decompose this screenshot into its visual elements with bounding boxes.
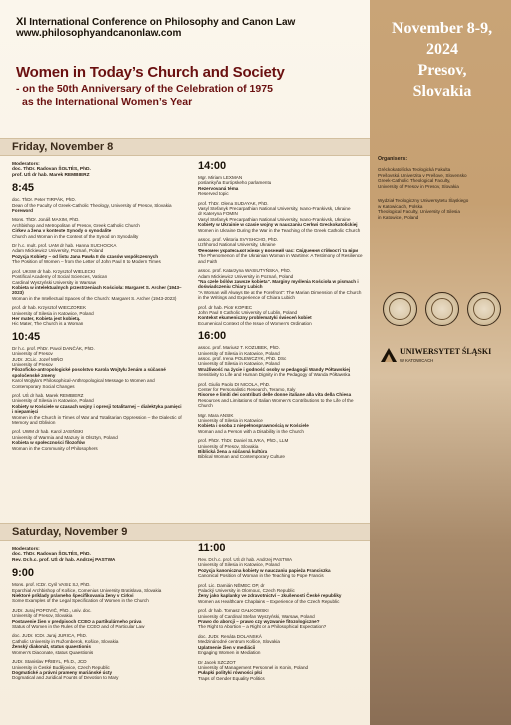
affiliation: University of Silesia in Katowice, Poland (12, 398, 94, 404)
affiliation: University of Silesia in Katowice (198, 418, 263, 424)
speaker: prof. dr hab. Tomasz GAŁKOWSKI (198, 608, 269, 614)
affiliation: Cardinal Wyszyński University in Warsaw (12, 279, 97, 285)
affiliation: Archbishop and Metropolitan of Presov, Greek Catholic Church (12, 222, 140, 228)
talk-title-en: Women as Healthcare Chaplains – Experience of the Czech Republic (198, 598, 340, 604)
affiliation: Vasyl Stefanyk Precarpathian National University, Ivano-Frankivsk, Ukraine (198, 206, 351, 212)
speaker: prof. PhDr. ThDr. Daniel SLIVKA, PhD., LLM (198, 438, 289, 444)
friday-right-column (198, 160, 366, 460)
talk-title: Rezervovaná téma (198, 185, 239, 191)
talk-title-en: Biblical Woman and Contemporary Culture (198, 454, 285, 460)
talk-title: Kobiety w Ukrainie w czasie wojny w nauczaniu Cerkwi Greckokatolickiej (198, 222, 358, 228)
affiliation: John Paul II Catholic University of Lublin, Poland (198, 309, 298, 315)
talk-title: "Na czele bólów zawsze kobieta". Marginy myślenia Kościoła w pismach i doświadczeniu Chiary Lubich (198, 278, 359, 290)
faculty-seal-logo (383, 292, 417, 326)
affiliation: poslankyňa Európskeho parlamentu (198, 180, 272, 186)
talk-title-en: Karol Wojtyła's Philosophical-Anthropological Message to Women and Contemporary Social Changes (12, 378, 155, 389)
organisers-label: Organisers: (378, 156, 408, 162)
talk-title-en: Women's Diaconate, status Quaestionis (12, 649, 94, 655)
talk-title: Biblická žena a súčasná kultúra (198, 449, 268, 455)
talk-title-en: Hic Mater, The Church is a Woman (12, 321, 84, 327)
affiliation: Adam Mickiewicz University in Poznań, Poland (198, 273, 294, 279)
talk-title: Postavenie žien v predpisoch CCEO a partikulárneho práva (12, 618, 142, 624)
talk-title: Cirkev a žena v kontexte Synody o synodalite (12, 228, 112, 234)
organiser-line: Greek-Catholic Theological Faculty, (378, 178, 451, 184)
talk-title-en: Woman in the Community of Philosophers (12, 445, 98, 451)
talk-title-en: The Right to Abortion – a Right or a Philosophical Expectation? (198, 624, 327, 630)
talk-title: Niektoré príklady právneho špecifikovania ženy v Cirkvi (12, 593, 134, 599)
main-headline: Women in Today’s Church and Society (16, 64, 285, 81)
speaker: assoc. prof. Irena POLEWCZYK, PhD. DSc (198, 355, 287, 361)
affiliation: Palacký University in Olomouc, Czech Republic (198, 588, 295, 594)
talk-title-en: Women in the Church in Times of War and Totalitarian Oppression – the Dialectic of Memory and Oblivion (12, 414, 182, 426)
affiliation: University of Presov (12, 361, 53, 367)
talk-title-en: Church and Woman in the Context of the Synod on Synodality (12, 233, 139, 239)
talk-title: Prawo do aborcji – prawo czy wyzwanie fitozologiczne? (198, 619, 320, 625)
moderator-1: doc. ThDr. Radovan ŠOLTÉS, PhD. (12, 552, 91, 558)
talk-title-en: Reserved topic (198, 191, 229, 197)
speaker: Rev. Dr.h.c. prof. UŚ dr hab. Andrzej PASTWA (198, 557, 293, 562)
talk-title: Pozycja Kobiety – od listu Jana Pawła II do czasów współczesnych (12, 253, 159, 259)
day-header-friday: Friday, November 8 (0, 138, 370, 156)
subline-2: as the International Women’s Year (22, 96, 193, 108)
speaker: Dr h.c. prof. PhDr. Pavol DANČÁK, PhD. (12, 345, 95, 351)
organiser-line: w Katowicach, Polska (378, 203, 423, 209)
talk-title-en: The Position of Women – from the Letter of John Paul II to Modern Times (12, 259, 161, 265)
affiliation: Medzinárodné centrum Košice, Slovakia (198, 639, 280, 645)
affiliation: Eparchial Archbishop of Košice, Comenius University Bratislava, Slovakia (12, 587, 162, 593)
talk-title: Феномен української жінки у воєнний час: Свідчення стійкості та віри (198, 247, 359, 253)
talk-title: Uplatnenie žien v mediácii (198, 644, 256, 650)
university-city: W KATOWICACH (400, 358, 434, 363)
organiser-1 (378, 167, 506, 189)
session-time: 9:00 (12, 567, 35, 580)
speaker: doc. ThDr. Peter TIRPÁK, PhD. (12, 197, 76, 203)
affiliation: University of Presov, Slovakia (198, 443, 259, 449)
speaker: assoc. prof. Viktoria SVYSHCHO, PhD. (198, 237, 279, 243)
moderators-label: Moderators: (12, 547, 40, 552)
affiliation: University in České Budějovice, Czech Republic (12, 664, 110, 670)
organiser-line: in Katowice, Poland (378, 214, 419, 220)
organiser-2 (378, 198, 506, 220)
talk-title: Her mater, Kobieta jest kobietą. (12, 315, 81, 321)
speaker: prof. dr hab. Piotr KOPIEC (198, 304, 253, 310)
talk-title: Pozycja kanoniczna kobiety w nauczaniu papieża Franciszka (198, 567, 331, 573)
university-seal-logo (425, 292, 459, 326)
affiliation: University of Silesia in Katowice, Poland (198, 361, 280, 367)
speaker: Mgr. Mara ANSIK (198, 412, 234, 418)
saturday-right-column (198, 542, 366, 681)
speaker: Mgr. Miriam LEXMAN (198, 175, 243, 180)
affiliation: Pontifical Academy of Social Sciences, Vatican (12, 274, 108, 280)
conference-number: XI (16, 16, 27, 28)
theology-seal-logo (467, 292, 501, 326)
talk-title-en: "A Woman will Always Be at the Forefront": The Marian Dimension of the Church in the Writings and Experience of Chiara Lubich (198, 289, 362, 301)
talk-title-en: Ecumenical Context of the Issue of Women's Ordination (198, 320, 312, 326)
talk-title: Risorse e limiti dei contributi delle donne italiane alla vita della Chiesa (198, 392, 352, 398)
talk-title: Dogmatické a právní prameny mariánské úcty (12, 669, 113, 675)
talk-title: Wrażliwość na życie i godność osoby w pedagogii Wandy Półtawskiej (198, 366, 351, 372)
talk-title: Ženy jako kaplanky ve zdravotnictví – zkušenosti České republiky (198, 593, 342, 599)
moderators-label: Moderators: (12, 162, 40, 167)
moderator-1: doc. ThDr. Radovan ŠOLTÉS, PhD. (12, 167, 91, 173)
talk-title: Pułapki polityki równości płci (198, 670, 263, 676)
affiliation: University of Cardinal Stefan Wyszyński, Warsaw, Poland (198, 613, 315, 619)
woman-photo (370, 380, 511, 725)
talk-title: Kobieta w społeczności filozofów (12, 440, 85, 446)
university-name: UNIWERSYTET ŚLĄSKI (400, 347, 492, 356)
session-time: 16:00 (198, 330, 227, 343)
speaker: assoc. prof. Mariusz T. KOZUBEK, PhD. (198, 345, 280, 351)
event-city: Presov, (417, 62, 467, 79)
affiliation: University of Management Personnel in Konin, Poland (198, 664, 309, 670)
event-date-location (378, 18, 506, 102)
website-link[interactable]: www.philosophyandcanonlaw.com (16, 28, 182, 39)
affiliation: University of Presov, Slovakia (12, 613, 73, 619)
saturday-left-column (12, 547, 182, 681)
talk-title: Foreword (12, 208, 33, 214)
organiser-line: University of Presov in Presov, Slovakia (378, 183, 459, 189)
affiliation: Uzhhorod National University, Ukraine (198, 242, 276, 248)
organiser-line: Theological Faculty, University of Silesia (378, 209, 460, 215)
talk-title: Ženský diakonát, status quaestionis (12, 644, 91, 650)
talk-title-en: Woman and a Person with a Disability in the Church (198, 428, 304, 434)
talk-title-en: Some Examples of the Legal Specification of Women in the Church (12, 598, 149, 604)
talk-title-en: Sensitivity to Life and Human Dignity in the Pedagogy of Wanda Półtawska (198, 372, 351, 378)
speaker: JUDr. Stanislav PŘIBYL, Ph.D., JCD (12, 659, 87, 665)
talk-title-en: Canonical Position of Woman in the Teaching to Pope Francis (198, 573, 324, 579)
affiliation: Center for Personalistic Research, Teramo, Italy (198, 387, 296, 392)
conference-title (16, 16, 295, 28)
talk-title-en: Dogmatical and Juridical Founts of Devotion to Mary (12, 675, 119, 681)
affiliation: University of Presov (12, 351, 53, 357)
event-date: November 8-9, (391, 20, 493, 37)
speaker: prof. ThDr. Olena SUDAYAK, PhD. (198, 200, 269, 206)
speaker: dr Kateryna FOMIN (198, 211, 238, 217)
session-time: 8:45 (12, 182, 35, 195)
moderator-2: prof. UŚ dr hab. Marek REMBIERZ (12, 172, 90, 178)
affiliation: Adam Mickiewicz University, Poznań, Poland (12, 248, 104, 254)
talk-title-en: Engaging Women in Mediation (198, 650, 261, 656)
talk-title: Kobieta i osoba z niepełnosprawnością w Kościele (198, 423, 309, 429)
event-country: Slovakia (412, 83, 472, 100)
session-time: 11:00 (198, 542, 226, 554)
university-emblem-icon (380, 347, 398, 363)
talk-title: Kontekst ekumeniczny problematyki świeceń kobiet (198, 315, 312, 321)
affiliation: University of Silesia in Katowice, Poland (12, 310, 94, 316)
affiliation: Vasyl Stefanyk Precarpathian National University, Ivano-Frankivsk, Ukraine (198, 216, 351, 222)
speaker: Mons. prof. ICDr. Cyril VASIĽ SJ, PhD. (12, 582, 91, 588)
talk-title-en: Woman in the Intellectual Spaces of the Church: Margaret S. Archer (1943-2023) (12, 295, 177, 301)
talk-title-en: The Phenomenon of the Ukrainian Woman in Wartime: A Testimony of Resilience and Faith (198, 253, 363, 264)
session-time: 10:45 (12, 330, 41, 343)
speaker: prof. Giulio Paolo DI NICOLA, PhD. (198, 381, 271, 387)
speaker: JUDr. Juraj POPOVIČ, PhD., univ. doc. (12, 607, 92, 613)
talk-title-en: Traps of Gender Equality Politics (198, 675, 265, 681)
conference-name: International Conference on Philosophy and Canon Law (29, 17, 296, 28)
moderator-2: Rev. Dr.h.c. prof. UŚ dr hab. Andrzej PASTWA (12, 557, 116, 563)
friday-left-column (12, 162, 182, 451)
main-subline (16, 83, 366, 109)
speaker: Mons. ThDr. Jonáš MAXIM, PhD. (12, 217, 80, 223)
speaker: doc. JUDr. ICDr. Juraj JURICA, PhD. (12, 633, 88, 639)
affiliation: University of Warmia and Mazury in Olsztyn, Poland (12, 434, 118, 440)
affiliation: University of Silesia in Katowice, Poland (198, 562, 280, 568)
speaker: prof. UŚ dr hab. Marek REMBIERZ (12, 393, 84, 398)
speaker: Dr Jacek SZCZOT (198, 659, 236, 665)
talk-title-en: Resources and Limitations of Italian Women's Contributions to the Life of the Church (198, 397, 354, 409)
speaker: JUDr. JCLic. Jozef MIŇO (12, 356, 64, 362)
affiliation: University of Silesia in Katowice, Poland (198, 350, 280, 356)
organiser-line: Wydział Teologiczny Uniwersytetu Śląskiego (378, 198, 469, 203)
talk-title-en: Women in Ukraine During the War in the Teaching of the Greek Catholic Church (198, 227, 361, 233)
talk-title-en: Status of Women in the Rules of the CCEO and of Particular Law (12, 624, 145, 630)
speaker: Dr h.c. mult. prof. UAM dr hab. Hanna SUCHOCKA (12, 243, 117, 249)
affiliation: Catholic University in Ružomberok, Košice, Slovakia (12, 638, 119, 644)
session-time: 14:00 (198, 160, 227, 172)
event-year: 2024 (426, 41, 458, 58)
affiliation: Dean of the Faculty of Greek-Catholic Theology, University of Presov, Slovakia (12, 202, 172, 208)
speaker: prof. UKSW dr hab. Krzysztof WIELECKI (12, 268, 96, 274)
subline-1: - on the 50th Anniversary of the Celebration of 1975 (16, 83, 273, 95)
speaker: assoc. prof. Katarzyna WASIUTYŃSKA, PhD. (198, 268, 292, 274)
speaker: prof. dr hab. Krzysztof WIECZOREK (12, 305, 87, 311)
speaker: doc. JUDr. Renáta DOLANSKÁ (198, 633, 262, 639)
day-header-saturday: Saturday, November 9 (0, 523, 370, 541)
organiser-line: Prešovská Univerzita v Prešove, Slovensko (378, 172, 467, 178)
speaker: prof. Lic. Damián NĚMEC OP, dr (198, 582, 265, 588)
organiser-line: Gréckokatolícka Teologická Fakulta (378, 167, 451, 172)
talk-title: Kobiety w Kościele w czasach wojny i opresji totalitarnej – dialektyka pamięci i niepamięci (12, 403, 182, 415)
talk-title: Filozoficko-antropologické posolstvo Karola Wojtyłu ženám a súčasné spoločenské zmeny (12, 367, 166, 378)
talk-title: Kobieta w intelektualnych przestrzeniach Kościoła: Margaret S. Archer (1943–2023) (12, 284, 182, 296)
speaker: prof. UWM dr hab. Karol JASIŃSKI (12, 429, 84, 435)
